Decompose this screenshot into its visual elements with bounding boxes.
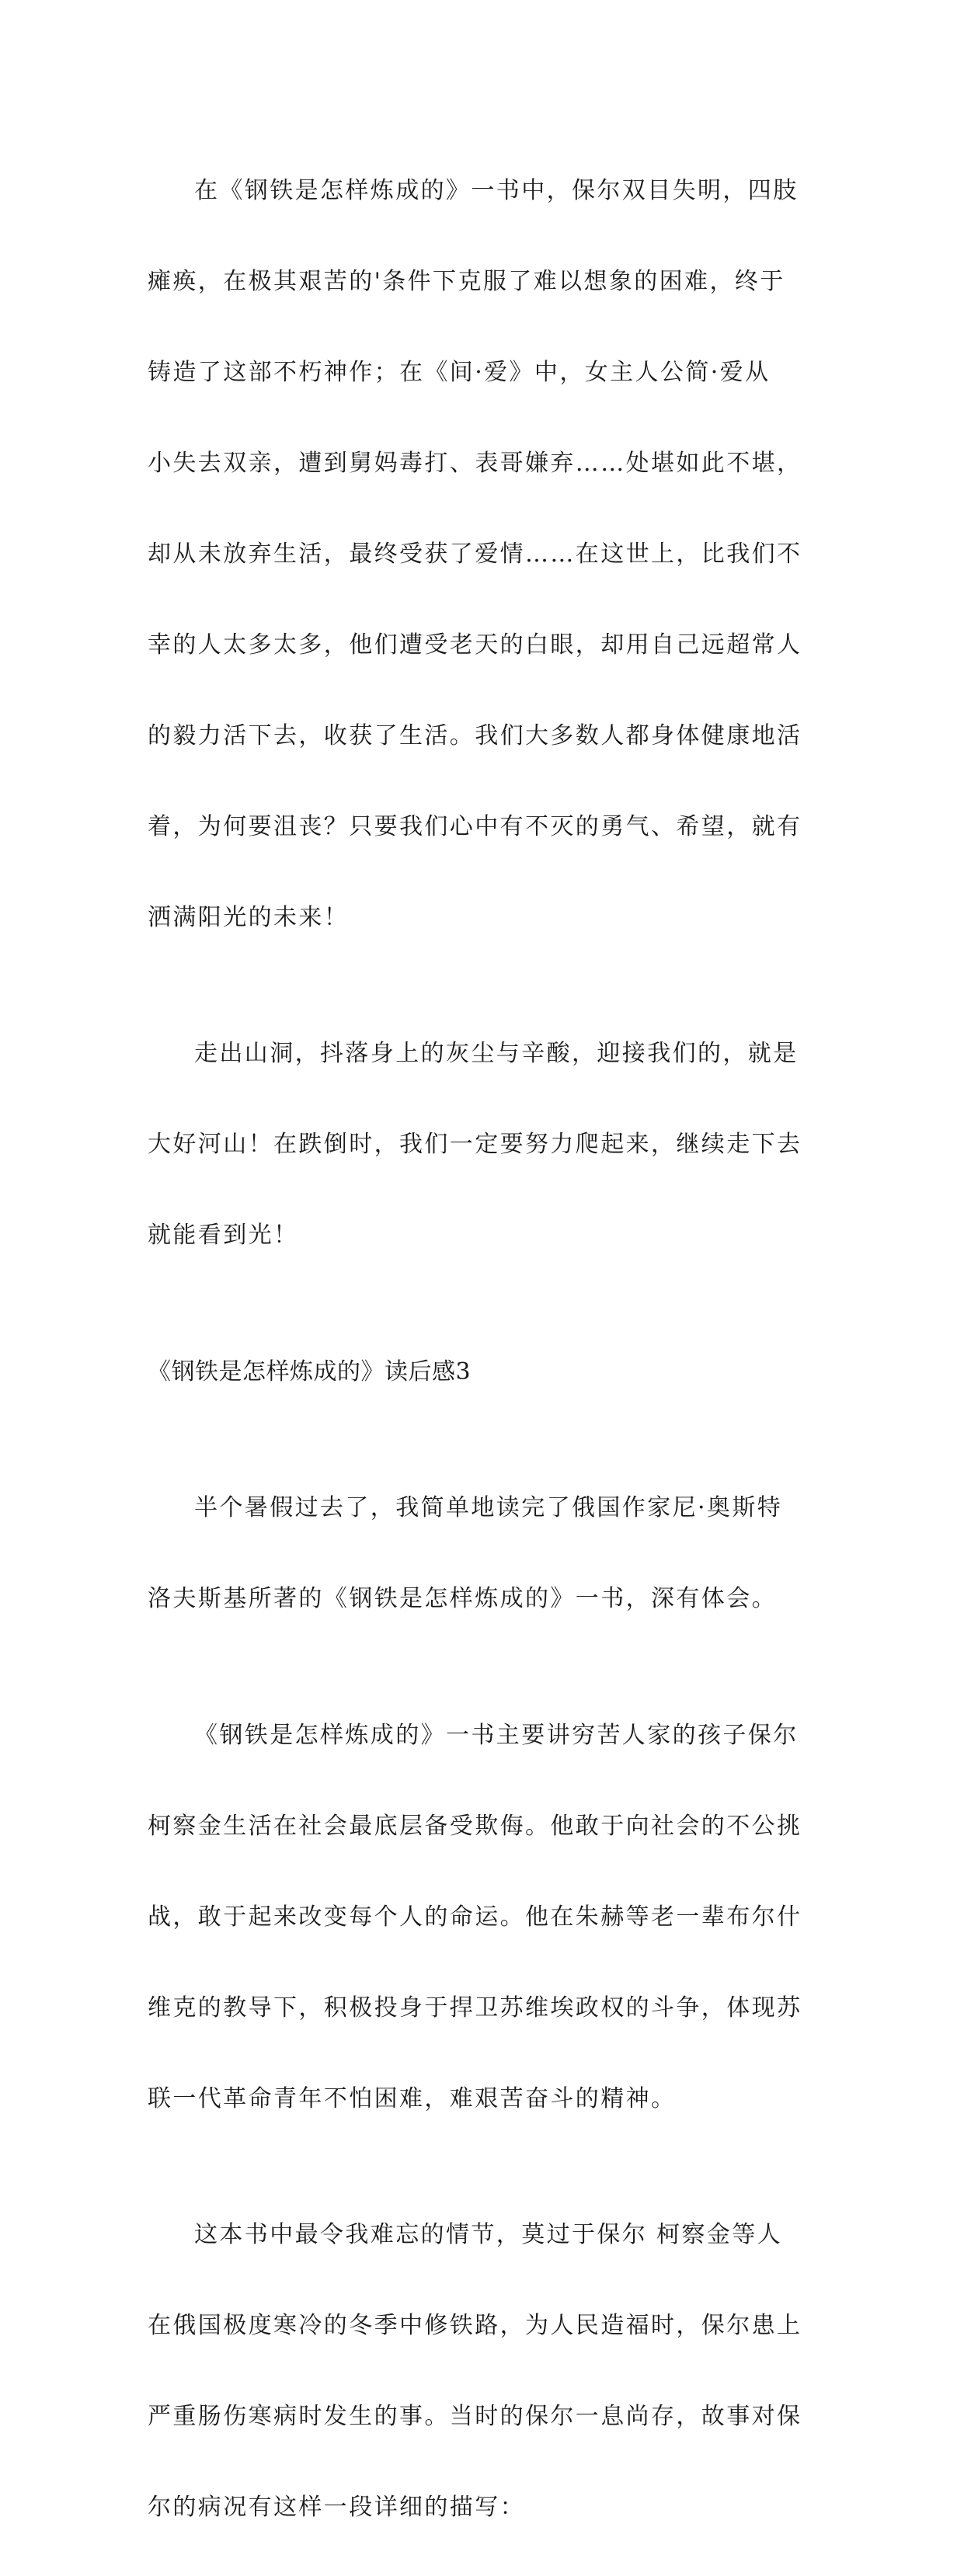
text-line: 走出山洞，抖落身上的灰尘与辛酸，迎接我们的，就是	[148, 1031, 831, 1077]
text-line: 严重肠伤寒病时发生的事。当时的保尔一息尚存，故事对保	[148, 2394, 831, 2440]
paragraph-1	[148, 123, 831, 986]
text-line: 在俄国极度寒冷的冬季中修铁路，为人民造福时，保尔患上	[148, 2303, 831, 2349]
text-line: 维克的教导下，积极投身于捍卫苏维埃政权的斗争，体现苏	[148, 1986, 831, 2032]
heading-text: 《钢铁是怎样炼成的》读后感3	[148, 1350, 831, 1396]
text-line: 联一代革命青年不怕困难，难艰苦奋斗的精神。	[148, 2077, 831, 2122]
paragraph-5	[148, 2168, 831, 2576]
text-line: 柯察金生活在社会最底层备受欺侮。他敢于向社会的不公挑	[148, 1804, 831, 1850]
text-line: 小失去双亲，遭到舅妈毒打、表哥嫌弃……处堪如此不堪，	[148, 441, 831, 487]
text-line: 洒满阳光的未来！	[148, 895, 831, 941]
paragraph-4	[148, 1667, 831, 2168]
text-line: 铸造了这部不朽神作；在《间·爱》中，女主人公简·爱从	[148, 350, 831, 396]
text-line: 《钢铁是怎样炼成的》一书主要讲穷苦人家的孩子保尔	[148, 1713, 831, 1759]
text-line: 这本书中最令我难忘的情节，莫过于保尔 柯察金等人	[148, 2213, 831, 2258]
text-line: 幸的人太多太多，他们遭受老天的白眼，却用自己远超常人	[148, 623, 831, 669]
text-line: 着，为何要沮丧？只要我们心中有不灭的勇气、希望，就有	[148, 805, 831, 850]
text-line: 尔的病况有这样一段详细的描写：	[148, 2485, 831, 2531]
text-line: 洛夫斯基所著的《钢铁是怎样炼成的》一书，深有体会。	[148, 1577, 831, 1622]
document-body	[148, 123, 831, 2576]
text-line: 瘫痪，在极其艰苦的'条件下克服了难以想象的困难，终于	[148, 259, 831, 305]
paragraph-2	[148, 986, 831, 1305]
text-line: 却从未放弃生活，最终受获了爱情……在这世上，比我们不	[148, 532, 831, 578]
text-line: 半个暑假过去了，我简单地读完了俄国作家尼·奥斯特	[148, 1486, 831, 1531]
text-line: 的毅力活下去，收获了生活。我们大多数人都身体健康地活	[148, 714, 831, 760]
paragraph-3	[148, 1441, 831, 1668]
text-line: 战，敢于起来改变每个人的命运。他在朱赫等老一辈布尔什	[148, 1895, 831, 1941]
text-line: 大好河山！在跌倒时，我们一定要努力爬起来，继续走下去	[148, 1122, 831, 1168]
section-heading	[148, 1304, 831, 1441]
text-line: 就能看到光！	[148, 1213, 831, 1259]
text-line: 在《钢铁是怎样炼成的》一书中，保尔双目失明，四肢	[148, 169, 831, 214]
